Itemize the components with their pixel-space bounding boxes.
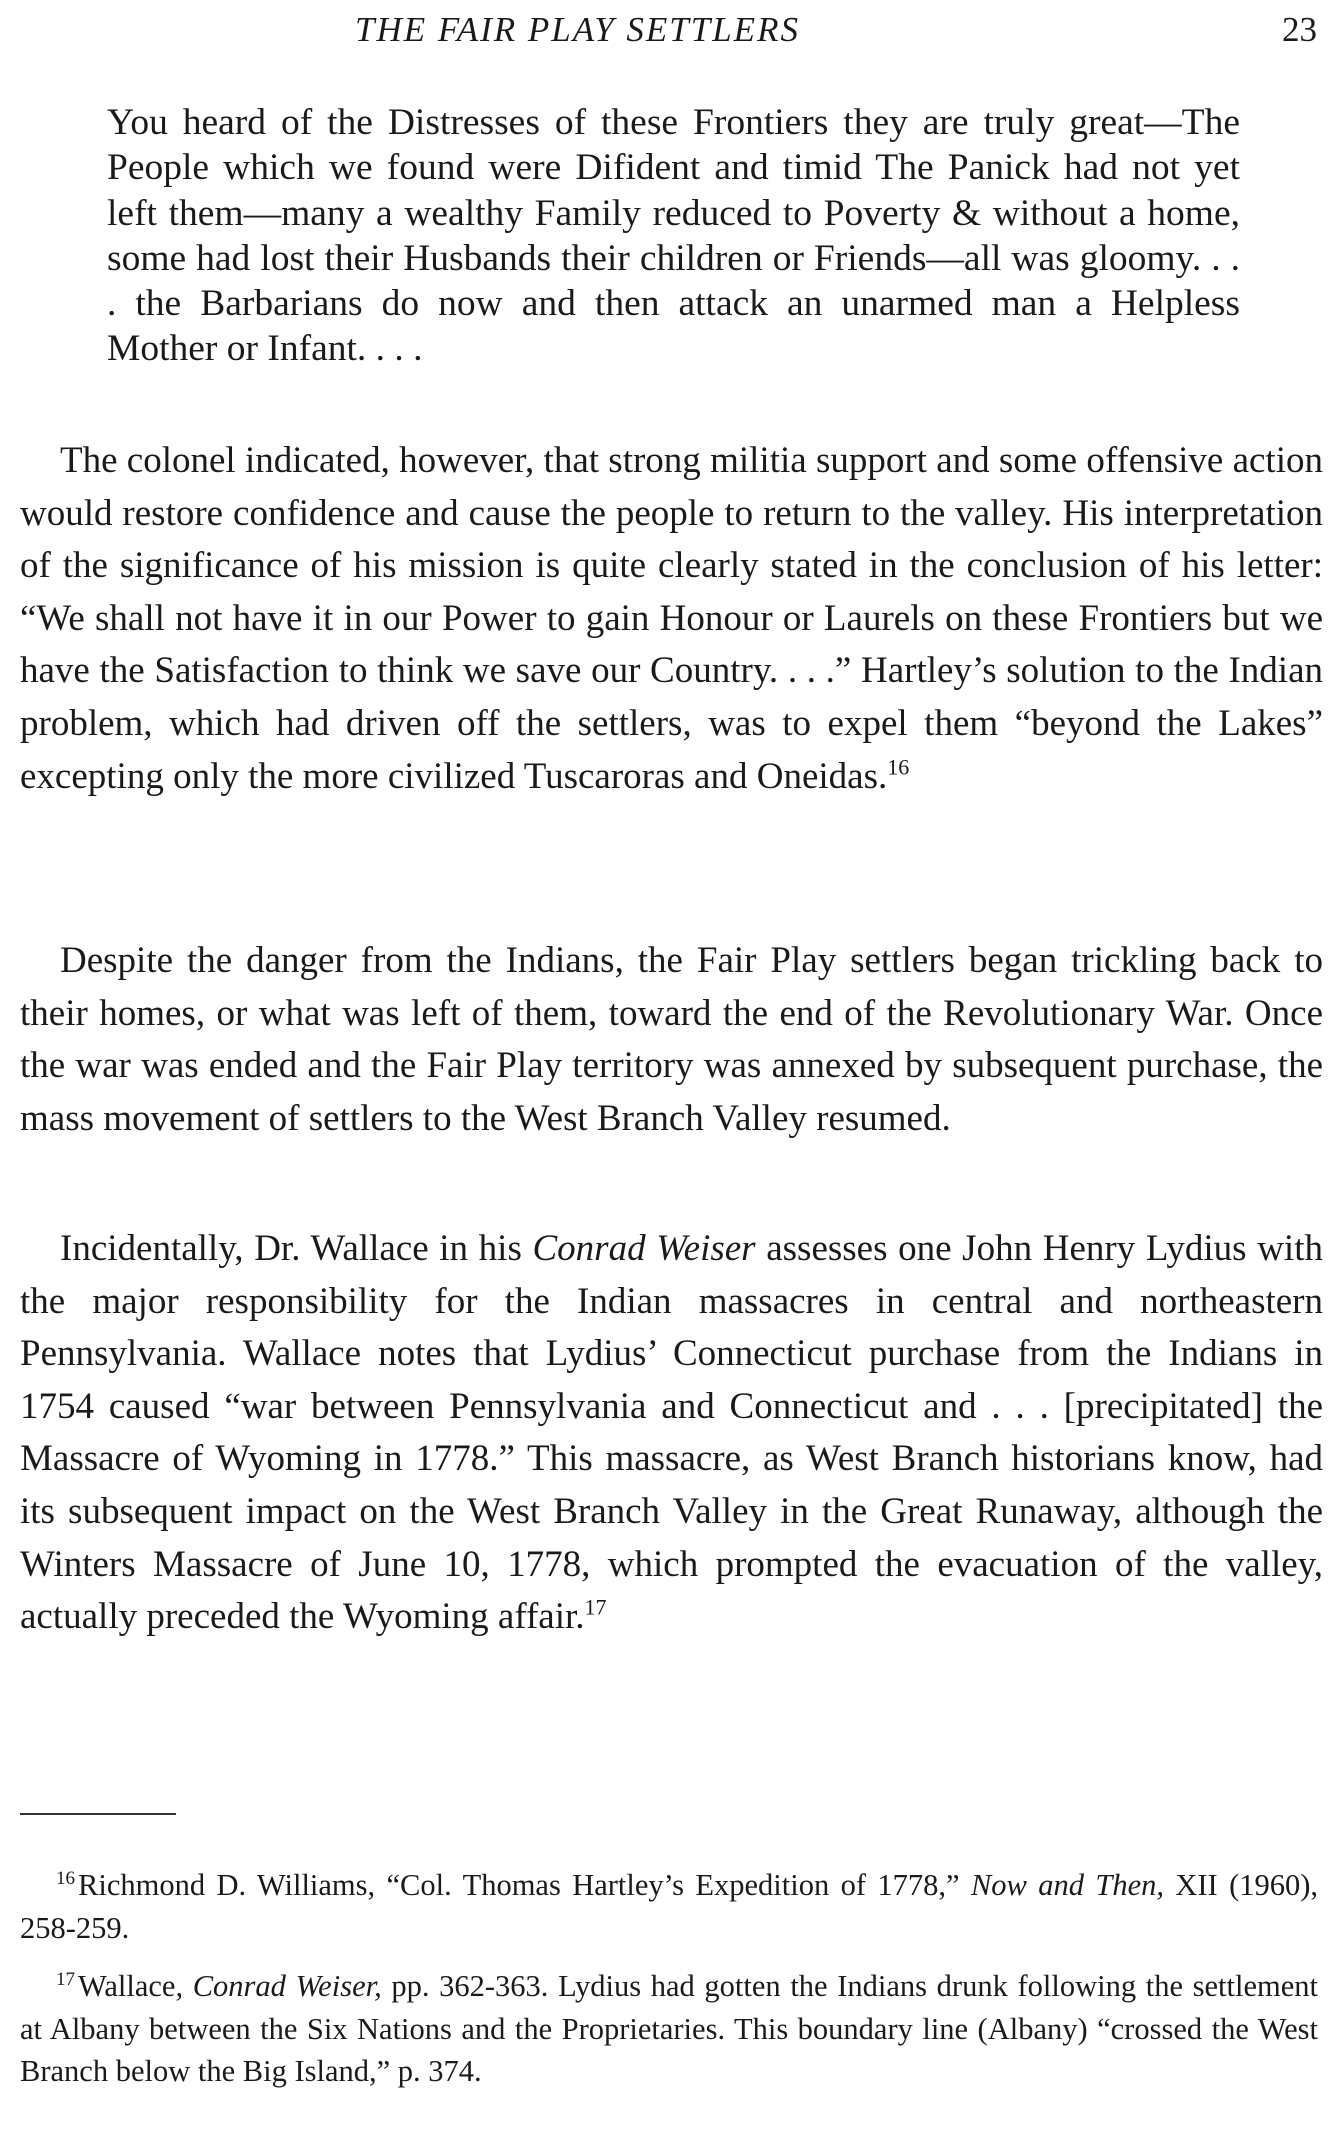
footnote-reference-17: 17 xyxy=(584,1594,607,1620)
paragraph-settlers-return xyxy=(20,935,1323,1145)
page-number: 23 xyxy=(1282,10,1317,49)
paragraph-text-end: assesses one John Henry Lydius with the major responsibility for the Indian massacres in central and northeastern Pennsylvania. Wallace notes that Lydius’ Connecticut purchase from the Indians in 1754 caused “war between Pennsylvania and Connecticut and . . . [precipitated] the Massacre of Wyoming in 1778.” This massacre, as West Branch historians know, had its subsequent impact on the West Branch Valley in the Great Runaway, although the Winters Massacre of June 10, 1778, which prompted the evacuation of the valley, actually preceded the Wyoming affair. xyxy=(20,1228,1323,1638)
footnote-text-start: Wallace, xyxy=(78,1969,193,2003)
footnote-text-end: XII (1960), 258-259. xyxy=(20,1868,1319,1945)
journal-title-italic: Now and Then, xyxy=(970,1868,1164,1902)
letter-quotation: You heard of the Distresses of these Frontiers they are truly great—The People which we found were Difident and timid The Panick had not yet left them—many a wealthy Family reduced to Poverty & without a home, some had lost their Husbands their children or Friends—all was gloomy. . . . the Barbarians do now and then attack an unarmed man a Helpless Mother or Infant. . . . xyxy=(107,102,1240,370)
footnote-divider xyxy=(20,1813,176,1815)
paragraph-hartley-mission xyxy=(20,435,1323,803)
footnote-mark: 16 xyxy=(56,1867,75,1889)
paragraph-text-start: Incidentally, Dr. Wallace in his xyxy=(60,1228,533,1269)
footnote-17 xyxy=(20,1965,1318,2093)
paragraph-text: The colonel indicated, however, that strong militia support and some offensive action would restore confidence and cause the people to return to the valley. His interpretation of the significance of his mission is quite clearly stated in the conclusion of his letter: “We shall not have it in our Power to gain Honour or Laurels on these Frontiers but we have the Satisfaction to think we save our Country. . . .” Hartley’s solution to the Indian problem, which had driven off the settlers, was to expel them “beyond the Lakes” excepting only the more civilized Tuscaroras and Oneidas. xyxy=(20,440,1323,797)
footnote-text-start: Richmond D. Williams, “Col. Thomas Hartley’s Expedition of 1778,” xyxy=(78,1868,971,1902)
running-title: THE FAIR PLAY SETTLERS xyxy=(355,10,800,49)
footnote-mark: 17 xyxy=(56,1968,75,1990)
paragraph-lydius-massacres xyxy=(20,1223,1323,1644)
book-title-italic: Conrad Weiser xyxy=(532,1228,756,1269)
footnote-16 xyxy=(20,1864,1318,1949)
paragraph-text: Despite the danger from the Indians, the Fair Play settlers began trickling back to their homes, or what was left of them, toward the end of the Revolutionary War. Once the war was ended and the Fair Play territory was annexed by subsequent purchase, the mass movement of settlers to the West Branch Valley resumed. xyxy=(20,940,1323,1139)
footnote-reference-16: 16 xyxy=(887,754,910,780)
page-header xyxy=(0,10,1335,54)
footnote-text-end: pp. 362-363. Lydius had gotten the Indians drunk following the settlement at Albany between the Six Nations and the Proprietaries. This boundary line (Albany) “crossed the West Branch below the Big Island,” p. 374. xyxy=(20,1969,1318,2088)
book-title-italic: Conrad Weiser, xyxy=(192,1969,382,2003)
